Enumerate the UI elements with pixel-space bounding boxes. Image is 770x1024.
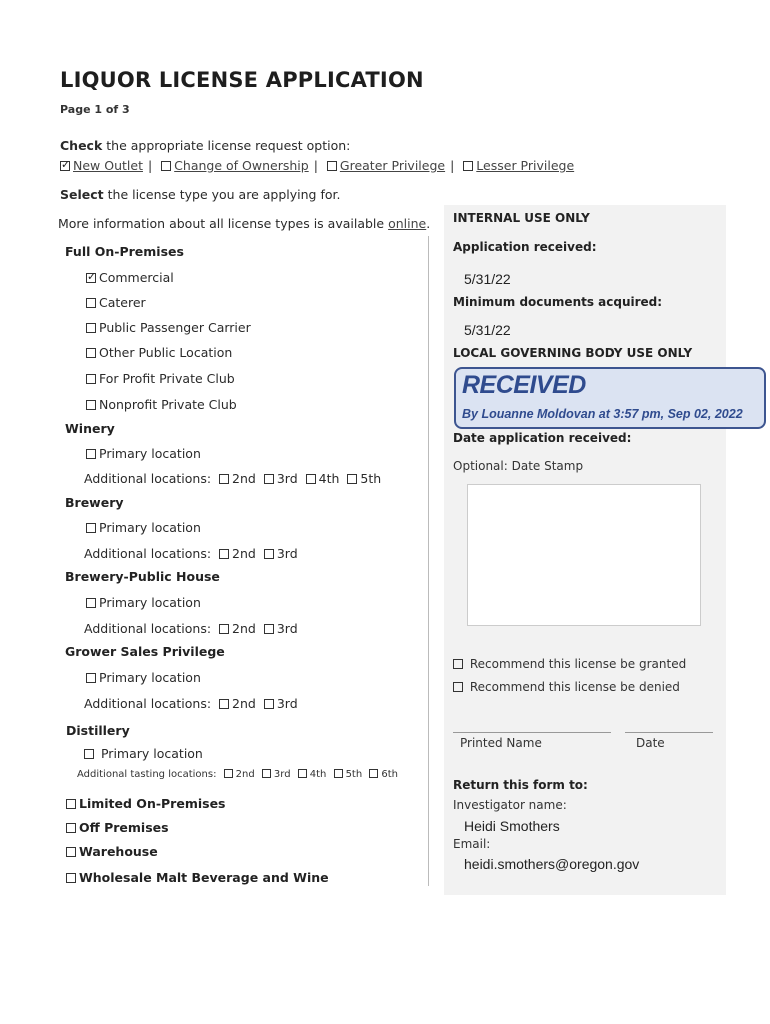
- winery-4th-checkbox[interactable]: [306, 474, 316, 484]
- brewpub-2nd-checkbox[interactable]: [219, 624, 229, 634]
- grower-2nd-checkbox[interactable]: [219, 699, 229, 709]
- request-options: ✓New Outlet | Change of Ownership | Greater Privilege | Lesser Privilege: [60, 158, 574, 173]
- application-received-date[interactable]: 5/31/22: [464, 271, 511, 287]
- minimum-documents-date[interactable]: 5/31/22: [464, 322, 511, 338]
- brewery-heading: Brewery: [65, 495, 124, 510]
- lesser-privilege-link[interactable]: Lesser Privilege: [476, 158, 575, 173]
- email-value[interactable]: heidi.smothers@oregon.gov: [464, 856, 640, 872]
- distillery-primary-checkbox[interactable]: [84, 749, 94, 759]
- grower-sales-heading: Grower Sales Privilege: [65, 644, 225, 659]
- recommend-denied-option[interactable]: Recommend this license be denied: [453, 680, 680, 694]
- received-stamp-title: RECEIVED: [462, 371, 586, 399]
- distillery-3rd-checkbox[interactable]: [262, 769, 271, 778]
- distillery-heading: Distillery: [66, 723, 130, 738]
- other-public-location-checkbox[interactable]: [86, 348, 96, 358]
- distillery-additional-locations: Additional tasting locations: 2nd 3rd 4th 5th 6th: [77, 769, 398, 780]
- limited-on-premises-checkbox[interactable]: [66, 799, 76, 809]
- printed-name-line[interactable]: [453, 732, 611, 733]
- caterer-checkbox[interactable]: [86, 298, 96, 308]
- winery-primary-option[interactable]: Primary location: [86, 446, 201, 461]
- new-outlet-link[interactable]: New Outlet: [73, 158, 143, 173]
- grower-3rd-checkbox[interactable]: [264, 699, 274, 709]
- received-stamp: [454, 367, 766, 429]
- for-profit-club-option[interactable]: For Profit Private Club: [86, 371, 235, 386]
- nonprofit-club-checkbox[interactable]: [86, 400, 96, 410]
- grower-primary-option[interactable]: Primary location: [86, 670, 201, 685]
- application-received-label: Application received:: [453, 240, 597, 254]
- nonprofit-club-option[interactable]: Nonprofit Private Club: [86, 397, 237, 412]
- wholesale-malt-option[interactable]: Wholesale Malt Beverage and Wine: [66, 870, 329, 885]
- return-form-heading: Return this form to:: [453, 778, 588, 792]
- change-ownership-link[interactable]: Change of Ownership: [174, 158, 309, 173]
- wholesale-malt-checkbox[interactable]: [66, 873, 76, 883]
- limited-on-premises-option[interactable]: Limited On-Premises: [66, 796, 226, 811]
- page-number: Page 1 of 3: [60, 103, 130, 116]
- recommend-granted-option[interactable]: Recommend this license be granted: [453, 657, 686, 671]
- winery-additional-locations: Additional locations: 2nd 3rd 4th 5th: [84, 471, 382, 486]
- optional-date-stamp-label: Optional: Date Stamp: [453, 459, 584, 473]
- grower-additional-locations: Additional locations: 2nd 3rd: [84, 696, 298, 711]
- winery-5th-checkbox[interactable]: [347, 474, 357, 484]
- lesser-privilege-checkbox[interactable]: [463, 161, 473, 171]
- internal-use-heading: INTERNAL USE ONLY: [453, 211, 590, 225]
- distillery-4th-checkbox[interactable]: [298, 769, 307, 778]
- change-ownership-checkbox[interactable]: [161, 161, 171, 171]
- distillery-primary-option[interactable]: Primary location: [84, 746, 203, 761]
- brewpub-primary-checkbox[interactable]: [86, 598, 96, 608]
- commercial-option[interactable]: ✓Commercial: [86, 270, 174, 285]
- distillery-2nd-checkbox[interactable]: [224, 769, 233, 778]
- brewpub-additional-locations: Additional locations: 2nd 3rd: [84, 621, 298, 636]
- date-line[interactable]: [625, 732, 713, 733]
- public-passenger-carrier-checkbox[interactable]: [86, 323, 96, 333]
- date-application-received-label: Date application received:: [453, 431, 632, 445]
- grower-primary-checkbox[interactable]: [86, 673, 96, 683]
- brewery-2nd-checkbox[interactable]: [219, 549, 229, 559]
- winery-heading: Winery: [65, 421, 115, 436]
- brewpub-3rd-checkbox[interactable]: [264, 624, 274, 634]
- brewery-additional-locations: Additional locations: 2nd 3rd: [84, 546, 298, 561]
- investigator-name-label: Investigator name:: [453, 798, 567, 812]
- local-governing-heading: LOCAL GOVERNING BODY USE ONLY: [453, 346, 693, 360]
- minimum-documents-label: Minimum documents acquired:: [453, 295, 663, 309]
- column-divider: [428, 236, 429, 886]
- distillery-5th-checkbox[interactable]: [334, 769, 343, 778]
- received-stamp-subtitle: By Louanne Moldovan at 3:57 pm, Sep 02, 2022: [462, 407, 743, 421]
- warehouse-checkbox[interactable]: [66, 847, 76, 857]
- brewery-public-house-heading: Brewery-Public House: [65, 569, 220, 584]
- date-label: Date: [636, 736, 665, 750]
- winery-primary-checkbox[interactable]: [86, 449, 96, 459]
- greater-privilege-link[interactable]: Greater Privilege: [339, 158, 446, 173]
- off-premises-checkbox[interactable]: [66, 823, 76, 833]
- other-public-location-option[interactable]: Other Public Location: [86, 345, 232, 360]
- recommend-denied-checkbox[interactable]: [453, 682, 463, 692]
- greater-privilege-checkbox[interactable]: [327, 161, 337, 171]
- investigator-name-value: Heidi Smothers: [464, 818, 560, 834]
- date-stamp-box[interactable]: [467, 484, 701, 626]
- brewery-3rd-checkbox[interactable]: [264, 549, 274, 559]
- commercial-checkbox[interactable]: [86, 273, 96, 283]
- more-info-text: More information about all license types is available online.: [58, 216, 431, 231]
- public-passenger-carrier-option[interactable]: Public Passenger Carrier: [86, 320, 251, 335]
- printed-name-label: Printed Name: [460, 736, 542, 750]
- distillery-6th-checkbox[interactable]: [369, 769, 378, 778]
- brewery-primary-option[interactable]: Primary location: [86, 520, 201, 535]
- full-on-premises-heading: Full On-Premises: [65, 244, 184, 259]
- warehouse-option[interactable]: Warehouse: [66, 844, 158, 859]
- winery-3rd-checkbox[interactable]: [264, 474, 274, 484]
- select-instruction: Select the license type you are applying for.: [60, 187, 341, 202]
- winery-2nd-checkbox[interactable]: [219, 474, 229, 484]
- recommend-granted-checkbox[interactable]: [453, 659, 463, 669]
- brewpub-primary-option[interactable]: Primary location: [86, 595, 201, 610]
- form-title: LIQUOR LICENSE APPLICATION: [60, 68, 424, 92]
- new-outlet-checkbox[interactable]: [60, 161, 70, 171]
- brewery-primary-checkbox[interactable]: [86, 523, 96, 533]
- email-label: Email:: [453, 837, 491, 851]
- request-instruction: Check the appropriate license request option:: [60, 138, 351, 153]
- for-profit-club-checkbox[interactable]: [86, 374, 96, 384]
- off-premises-option[interactable]: Off Premises: [66, 820, 169, 835]
- caterer-option[interactable]: Caterer: [86, 295, 146, 310]
- online-link[interactable]: online: [388, 216, 427, 231]
